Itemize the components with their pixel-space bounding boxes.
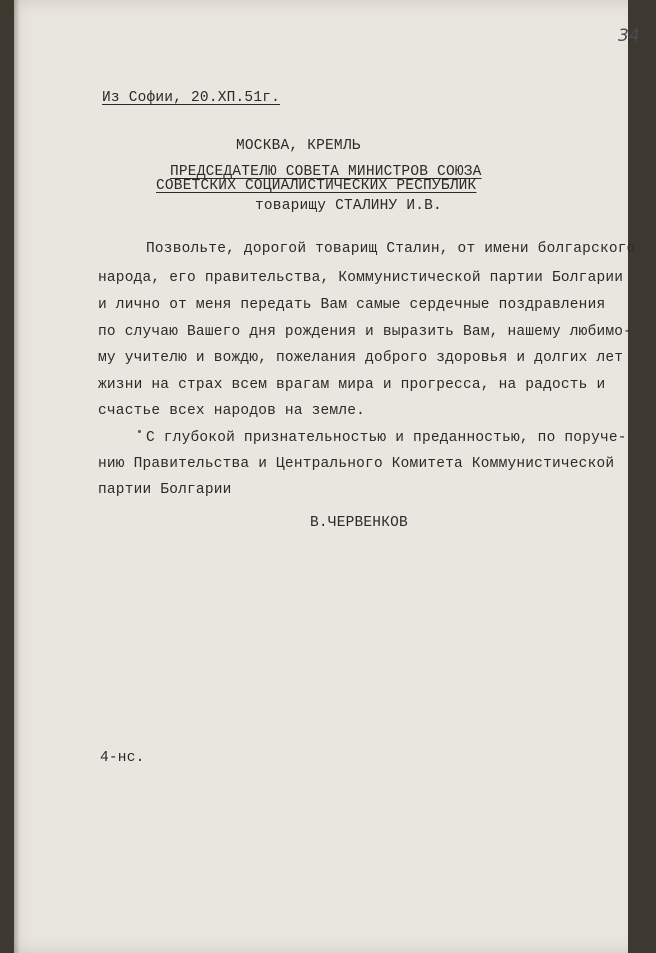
body-line: счастье всех народов на земле. [98,403,366,419]
signature: В.ЧЕРВЕНКОВ [310,515,408,531]
body-line: народа, его правительства, Коммунистической партии Болгарии [98,270,624,286]
address-line-3: товарищу СТАЛИНУ И.В. [255,198,442,214]
page-right-border [628,0,642,953]
body-line: и лично от меня передать Вам самые сердечные поздравления [98,297,606,313]
footer-code: 4-нс. [100,750,145,766]
body-line: партии Болгарии [98,482,232,498]
body-line: Позвольте, дорогой товарищ Сталин, от имени болгарского [146,241,636,257]
ink-mark [138,430,141,433]
page-edge-shadow [14,0,20,953]
document-page [14,0,642,953]
body-line: С глубокой признательностью и преданностью, по поруче- [146,430,627,446]
body-line: нию Правительства и Центрального Комитета Коммунистической [98,456,615,472]
body-line: жизни на страх всем врагам мира и прогресса, на радость и [98,377,606,393]
body-line: по случаю Вашего дня рождения и выразить Вам, нашему любимо- [98,324,633,340]
body-line: му учителю и вождю, пожелания доброго здоровья и долгих лет [98,350,624,366]
page-number: 34 [618,26,640,46]
address-city: МОСКВА, КРЕМЛЬ [236,138,361,154]
address-line-2: СОВЕТСКИХ СОЦИАЛИСТИЧЕСКИХ РЕСПУБЛИК [156,178,477,194]
address-line-1: ПРЕДСЕДАТЕЛЮ СОВЕТА МИНИСТРОВ СОЮЗА [170,164,482,180]
place-date: Из Софии, 20.XП.51г. [102,90,281,106]
